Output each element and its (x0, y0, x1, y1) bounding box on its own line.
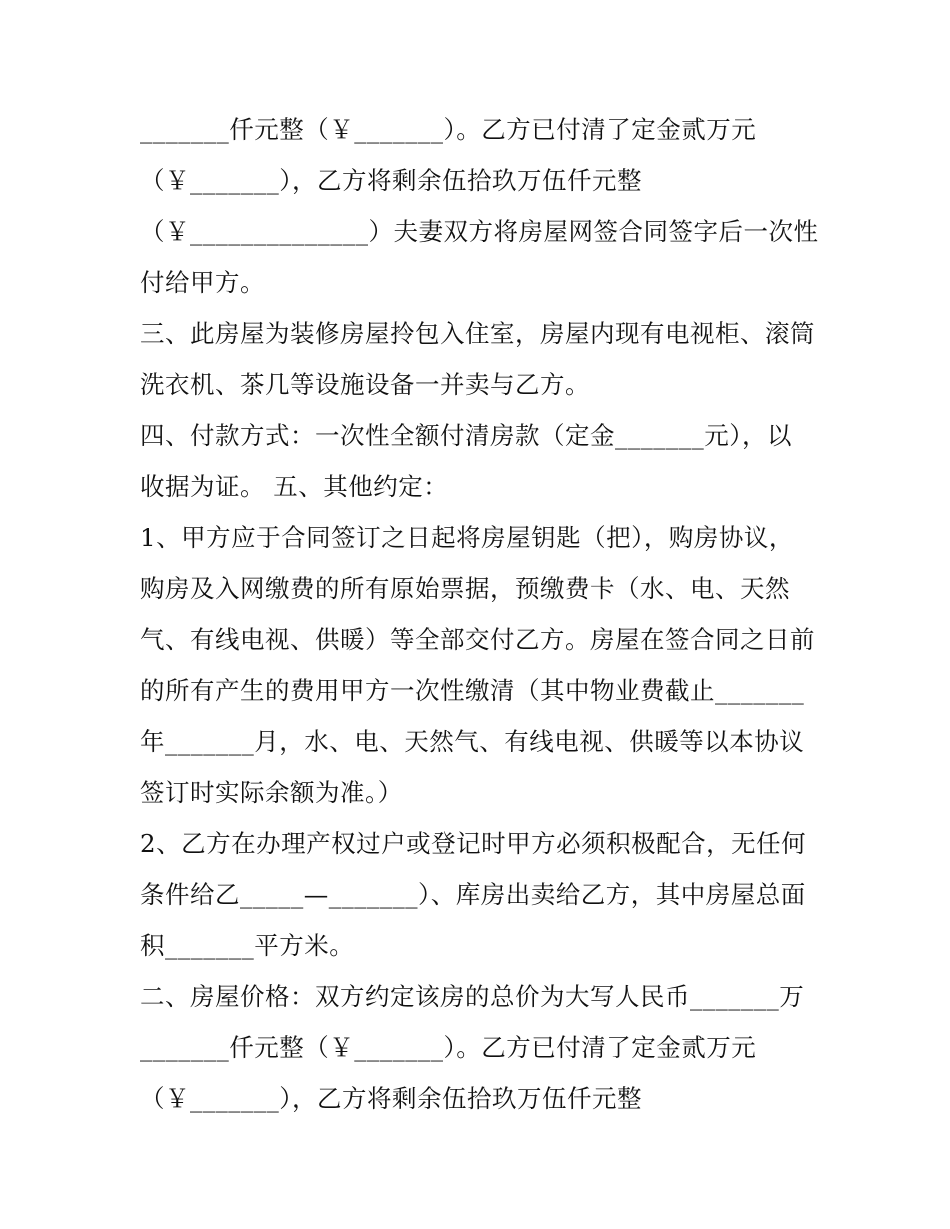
text-line: 1、甲方应于合同签订之日起将房屋钥匙（把），购房协议， (140, 523, 794, 552)
text-line: 年_______月，水、电、天然气、有线电视、供暖等以本协议 (140, 727, 805, 756)
text-line: 四、付款方式：一次性全额付清房款（定金_______元），以 (140, 421, 792, 450)
text-line: （￥_______），乙方将剩余伍拾玖万伍仟元整 (140, 1084, 642, 1113)
text-line: 2、乙方在办理产权过户或登记时甲方必须积极配合，无任何 (140, 829, 807, 858)
text-line: 签订时实际余额为准。） (140, 778, 403, 807)
document-page (140, 104, 820, 1124)
text-line: _______仟元整（￥_______）。乙方已付清了定金贰万元 (140, 115, 757, 144)
text-line: 气、有线电视、供暖）等全部交付乙方。房屋在签合同之日前 (140, 625, 815, 654)
text-line: 二、房屋价格：双方约定该房的总价为大写人民币_______万 (140, 982, 805, 1011)
text-line: （￥______________）夫妻双方将房屋网签合同签字后一次性 (140, 217, 819, 246)
text-line: 购房及入网缴费的所有原始票据，预缴费卡（水、电、天然 (140, 574, 790, 603)
text-line: 的所有产生的费用甲方一次性缴清（其中物业费截止_______ (140, 676, 805, 705)
text-line: _______仟元整（￥_______）。乙方已付清了定金贰万元 (140, 1033, 757, 1062)
text-line: 三、此房屋为装修房屋拎包入住室，房屋内现有电视柜、滚筒 (140, 319, 815, 348)
text-line: （￥_______），乙方将剩余伍拾玖万伍仟元整 (140, 166, 642, 195)
text-line: 积_______平方米。 (140, 931, 355, 960)
text-line: 收据为证。 五、其他约定： (140, 472, 449, 501)
text-line: 洗衣机、茶几等设施设备一并卖与乙方。 (140, 370, 590, 399)
text-line: 条件给乙_____—_______）、库房出卖给乙方，其中房屋总面 (140, 880, 806, 909)
text-line: 付给甲方。 (140, 268, 265, 297)
